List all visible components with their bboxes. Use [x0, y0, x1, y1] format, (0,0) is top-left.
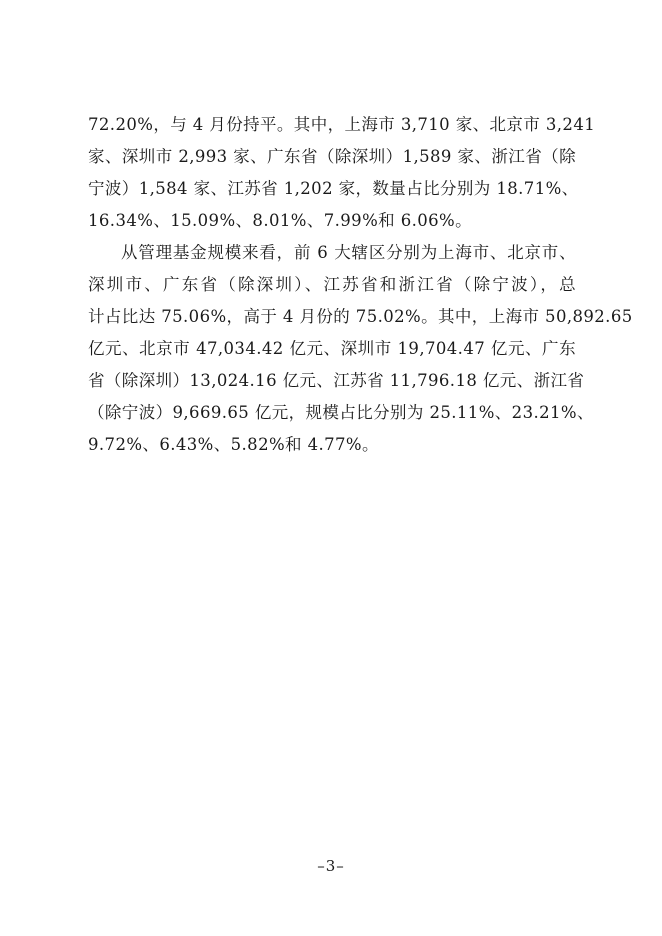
paragraph-line: （除宁波）9,669.65 亿元，规模占比分别为 25.11%、23.21%、: [88, 403, 594, 422]
paragraph-line: 计占比达 75.06%，高于 4 月份的 75.02%。其中，上海市 50,892.65: [88, 307, 633, 326]
paragraph-line: 9.72%、6.43%、5.82%和 4.77%。: [88, 435, 379, 454]
paragraph-fund-scale-by-region: [88, 237, 633, 461]
paragraph-line: 16.34%、15.09%、8.01%、7.99%和 6.06%。: [88, 211, 473, 230]
paragraph-registered-institutions-by-region: [88, 109, 596, 237]
paragraph-line: 72.20%，与 4 月份持平。其中，上海市 3,710 家、北京市 3,241: [88, 115, 596, 134]
paragraph-line: 家、深圳市 2,993 家、广东省（除深圳）1,589 家、浙江省（除: [88, 147, 576, 166]
page-number: –3–: [317, 857, 345, 875]
paragraph-line: 宁波）1,584 家、江苏省 1,202 家，数量占比分别为 18.71%、: [88, 179, 579, 198]
paragraph-line: 从管理基金规模来看，前 6 大辖区分别为上海市、北京市、: [121, 243, 576, 262]
paragraph-line: 亿元、北京市 47,034.42 亿元、深圳市 19,704.47 亿元、广东: [88, 339, 576, 358]
paragraph-line: 深圳市、广东省（除深圳）、江苏省和浙江省（除宁波），总: [88, 275, 576, 294]
paragraph-line: 省（除深圳）13,024.16 亿元、江苏省 11,796.18 亿元、浙江省: [88, 371, 585, 390]
